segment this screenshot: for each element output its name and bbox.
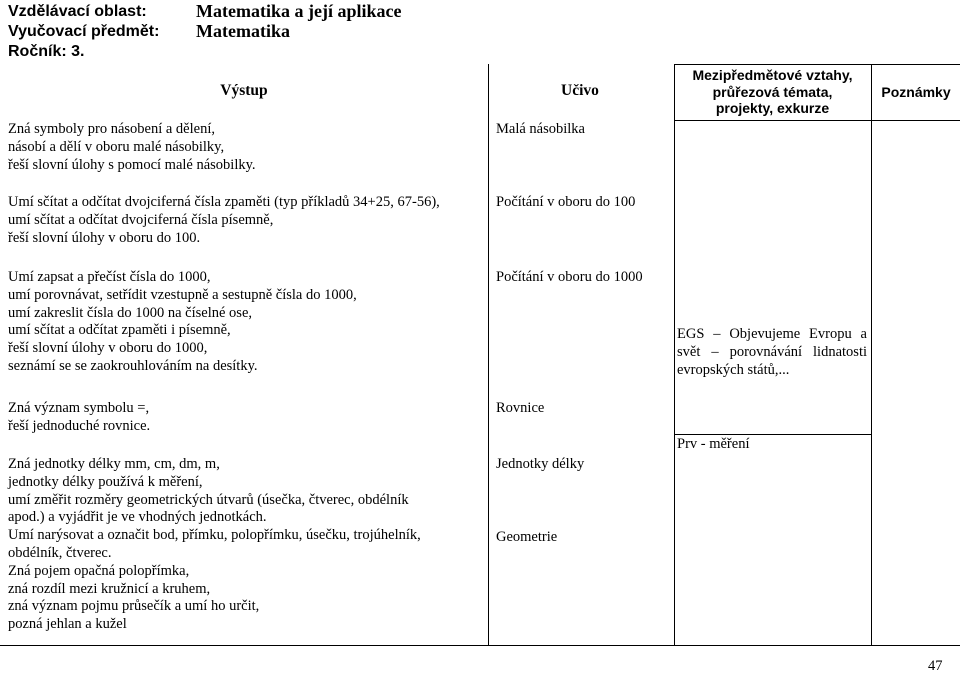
row-cross-curricular: EGS – Objevujeme Evropu a svět – porovnávání lidnatosti evropských států,... [677, 326, 867, 378]
row-topic: Malá násobilka [496, 121, 585, 137]
column-header-poznamky: Poznámky [881, 84, 951, 100]
row-topic: Geometrie [496, 529, 558, 545]
page-number: 47 [928, 658, 943, 674]
column-header-mezi-line: průřezová témata, [712, 83, 833, 100]
subject-label: Vyučovací předmět: [8, 23, 160, 40]
area-label: Vzdělávací oblast: [8, 3, 147, 20]
row-outcome: Umí zapsat a přečíst čísla do 1000, umí porovnávat, setřídit vzestupně a sestupně čísla do 1000, umí zakreslit čísla do 1000 na číselné ose, umí sčítat a odčítat zpaměti i písemně, řeší slovní úlohy v oboru do 1000, seznámí se se zaokrouhlováním na desítky. [8, 269, 357, 374]
column-divider [871, 64, 872, 646]
row-cross-curricular: Prv - měření [677, 436, 750, 452]
row-topic: Počítání v oboru do 100 [496, 194, 636, 210]
area-value: Matematika a její aplikace [196, 1, 402, 21]
row-topic: Jednotky délky [496, 456, 585, 472]
grade-label: Ročník: 3. [8, 43, 85, 60]
column-divider [674, 64, 675, 646]
column-header-mezi-line: Mezipředmětové vztahy, [692, 67, 853, 83]
row-outcome: Zná symboly pro násobení a dělení, násobí a dělí v oboru malé násobilky, řeší slovní úlohy s pomocí malé násobilky. [8, 121, 256, 173]
row-topic: Rovnice [496, 400, 545, 416]
row-outcome: Zná jednotky délky mm, cm, dm, m, jednotky délky používá k měření, umí změřit rozměry geometrických útvarů (úsečka, čtverec, obdélník apod.) a vyjádřit je ve vhodných jednotkách. Umí narýsovat a označit bod, přímku, polopřímku, úsečku, trojúhelník, obdélník, čtverec. Zná pojem opačná polopřímka, zná rozdíl mezi kružnicí a kruhem, zná význam pojmu průsečík a umí ho určit, pozná jehlan a kužel [8, 456, 421, 633]
row-outcome: Umí sčítat a odčítat dvojciferná čísla zpaměti (typ příkladů 34+25, 67-56), umí sčítat a odčítat dvojciferná čísla písemně, řeší slovní úlohy v oboru do 100. [8, 194, 440, 246]
row-topic: Počítání v oboru do 1000 [496, 269, 643, 285]
mezi-row-divider [674, 434, 871, 435]
mezi-top-border [674, 64, 871, 65]
column-header-ucivo: Učivo [561, 82, 599, 99]
column-header-mezi-line: projekty, exkurze [715, 100, 830, 116]
column-header-vystup: Výstup [220, 82, 268, 99]
column-divider [488, 64, 489, 646]
subject-value: Matematika [196, 21, 290, 41]
table-bottom-border [0, 645, 960, 646]
column-header-mezi [676, 67, 869, 117]
poznamky-top-border [871, 64, 960, 65]
header-bottom-border [674, 120, 960, 121]
row-outcome: Zná význam symbolu =, řeší jednoduché rovnice. [8, 400, 151, 434]
